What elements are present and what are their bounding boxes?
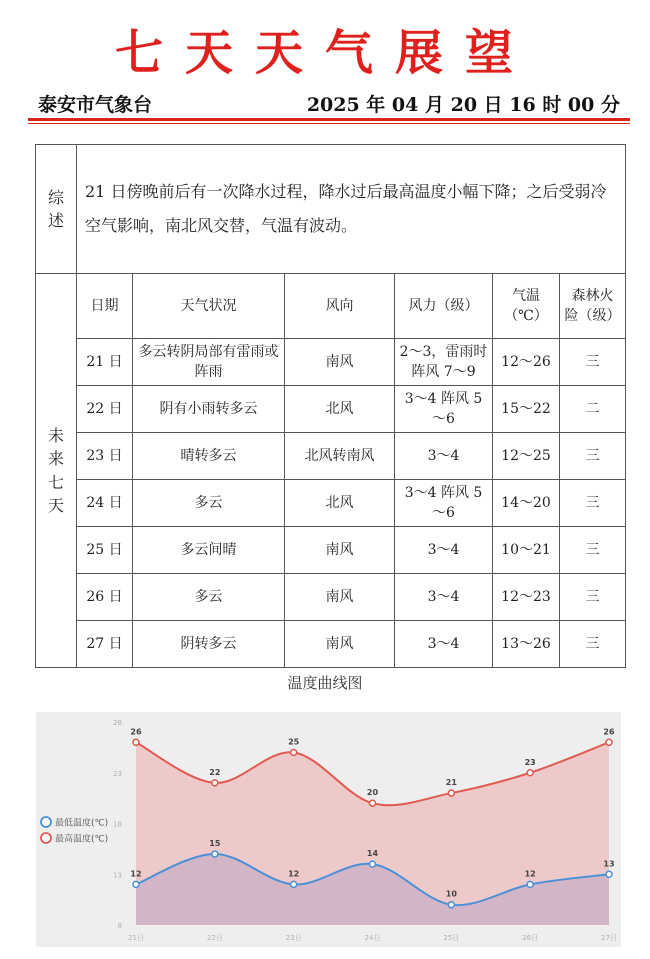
- data-point: [370, 861, 376, 867]
- row-fire-risk: 三: [560, 480, 626, 527]
- row-fire-risk: 二: [560, 386, 626, 433]
- data-label: 14: [366, 849, 379, 859]
- row-fire-risk: 三: [560, 527, 626, 574]
- temperature-chart-svg: [36, 712, 621, 947]
- table-row: [36, 527, 626, 574]
- data-label: 25: [288, 737, 300, 747]
- row-wind-direction: 南风: [285, 527, 395, 574]
- chart-caption: 温度曲线图: [287, 674, 363, 692]
- row-date: 21 日: [77, 339, 133, 386]
- y-tick-label: 8: [117, 922, 122, 930]
- table-row: [36, 480, 626, 527]
- table-row: [36, 433, 626, 480]
- row-fire-risk: 三: [560, 574, 626, 621]
- data-point: [370, 800, 376, 806]
- summary-row: [36, 145, 626, 274]
- x-tick-label: 21日: [128, 934, 144, 942]
- row-temperature: 12～25: [493, 433, 560, 480]
- table-row: [36, 339, 626, 386]
- row-wind-force: 3～4 阵风 5～6: [395, 480, 493, 527]
- x-tick-label: 22日: [206, 934, 223, 942]
- x-tick-label: 23日: [285, 934, 302, 942]
- row-weather: 阴有小雨转多云: [133, 386, 285, 433]
- row-wind-direction: 北风转南风: [285, 433, 395, 480]
- table-row: [36, 621, 626, 668]
- data-point: [291, 749, 297, 755]
- row-weather: 晴转多云: [133, 433, 285, 480]
- row-date: 24 日: [77, 480, 133, 527]
- row-fire-risk: 三: [560, 433, 626, 480]
- data-label: 23: [524, 757, 536, 767]
- data-label: 12: [524, 869, 536, 879]
- data-point: [133, 881, 139, 887]
- issue-time: 2025 年 04 月 20 日 16 时 00 分: [306, 94, 620, 116]
- row-wind-force: 3～4: [395, 574, 493, 621]
- row-wind-direction: 南风: [285, 574, 395, 621]
- y-tick-label: 28: [113, 719, 122, 727]
- section-label-seven-days: 未 来 七 天: [36, 274, 77, 668]
- data-label: 12: [130, 869, 142, 879]
- row-fire-risk: 三: [560, 621, 626, 668]
- table-row: [36, 386, 626, 433]
- row-wind-direction: 北风: [285, 480, 395, 527]
- header-rule-thin: [28, 123, 630, 124]
- legend-marker: [41, 833, 51, 843]
- data-point: [291, 881, 297, 887]
- data-label: 26: [130, 727, 142, 737]
- row-weather: 多云转阴局部有雷雨或阵雨: [133, 339, 285, 386]
- row-temperature: 14～20: [493, 480, 560, 527]
- forecast-table: [35, 144, 626, 668]
- row-temperature: 12～23: [493, 574, 560, 621]
- row-wind-force: 2～3，雷雨时阵风 7～9: [395, 339, 493, 386]
- y-tick-label: 13: [113, 871, 122, 880]
- data-label: 10: [445, 889, 457, 899]
- data-label: 22: [209, 767, 221, 777]
- col-header-wind-direction: 风向: [285, 274, 395, 339]
- x-tick-label: 26日: [522, 934, 539, 942]
- page-title: 七天天气展望: [114, 25, 535, 81]
- table-row: [36, 574, 626, 621]
- row-date: 23 日: [77, 433, 133, 480]
- data-label: 21: [445, 778, 457, 788]
- data-label: 13: [603, 859, 615, 869]
- row-wind-force: 3～4: [395, 433, 493, 480]
- col-header-date: 日期: [77, 274, 133, 339]
- col-header-weather: 天气状况: [133, 274, 285, 339]
- row-temperature: 13～26: [493, 621, 560, 668]
- data-point: [527, 881, 533, 887]
- x-tick-label: 24日: [364, 934, 381, 942]
- data-label: 12: [288, 869, 300, 879]
- table-header-row: [36, 274, 626, 339]
- agency-name: 泰安市气象台: [38, 94, 153, 116]
- row-fire-risk: 三: [560, 339, 626, 386]
- row-temperature: 15～22: [493, 386, 560, 433]
- row-date: 25 日: [77, 527, 133, 574]
- data-point: [527, 770, 533, 776]
- legend-label: 最低温度(℃): [55, 818, 109, 829]
- data-point: [133, 739, 139, 745]
- data-point: [212, 780, 218, 786]
- legend-marker: [41, 817, 51, 827]
- data-point: [606, 871, 612, 877]
- data-point: [448, 790, 454, 796]
- data-point: [448, 902, 454, 908]
- row-date: 27 日: [77, 621, 133, 668]
- row-wind-direction: 北风: [285, 386, 395, 433]
- data-label: 26: [603, 727, 615, 737]
- row-wind-force: 3～4 阵风 5～6: [395, 386, 493, 433]
- legend-label: 最高温度(℃): [55, 834, 109, 845]
- row-wind-direction: 南风: [285, 339, 395, 386]
- row-date: 22 日: [77, 386, 133, 433]
- col-header-fire-risk: 森林火 险（级）: [560, 274, 626, 339]
- row-weather: 多云间晴: [133, 527, 285, 574]
- col-header-wind-force: 风力（级）: [395, 274, 493, 339]
- temperature-chart: [36, 712, 621, 947]
- summary-label: 综 述: [36, 145, 77, 274]
- row-weather: 阴转多云: [133, 621, 285, 668]
- row-temperature: 10～21: [493, 527, 560, 574]
- data-label: 15: [209, 838, 221, 848]
- summary-text: 21 日傍晚前后有一次降水过程，降水过后最高温度小幅下降；之后受弱冷空气影响，南北风交替，气温有波动。: [77, 145, 626, 274]
- row-wind-direction: 南风: [285, 621, 395, 668]
- data-point: [212, 851, 218, 857]
- x-tick-label: 27日: [601, 934, 617, 942]
- row-wind-force: 3～4: [395, 527, 493, 574]
- y-tick-label: 23: [113, 769, 122, 778]
- row-date: 26 日: [77, 574, 133, 621]
- row-weather: 多云: [133, 480, 285, 527]
- header-rule-thick: [28, 118, 630, 121]
- row-weather: 多云: [133, 574, 285, 621]
- row-wind-force: 3～4: [395, 621, 493, 668]
- data-point: [606, 739, 612, 745]
- x-tick-label: 25日: [443, 934, 460, 942]
- row-temperature: 12～26: [493, 339, 560, 386]
- col-header-temperature: 气温 （℃）: [493, 274, 560, 339]
- y-tick-label: 18: [113, 820, 122, 829]
- data-label: 20: [366, 788, 379, 798]
